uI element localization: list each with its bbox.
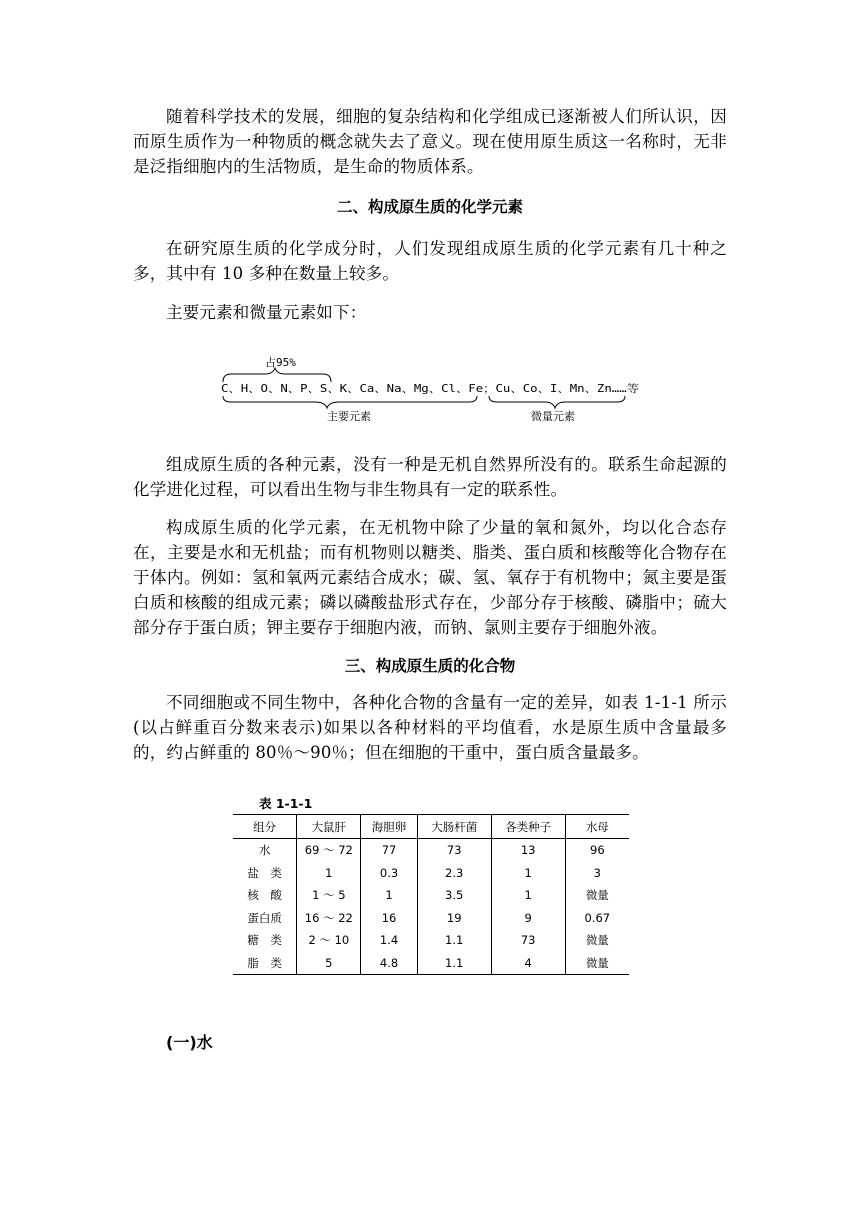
table-cell: 1.4 [361,929,417,952]
elements-intro-line: 主要元素和微量元素如下： [166,303,367,322]
table-row [233,839,629,862]
table-cell: 69 ～ 72 [297,839,361,862]
table-cell: 脂 类 [233,952,297,975]
table-cell: 盐 类 [247,865,282,880]
table-cell: 2 ～ 10 [297,929,361,952]
table-cell: 1.1 [417,952,491,975]
table-cell: 13 [491,839,565,862]
section-heading-compounds: 三、构成原生质的化合物 [344,657,516,675]
table-cell: 3 [565,862,629,885]
table-cell: 1 [361,884,417,907]
table-cell: 9 [491,907,565,930]
table-cell: 77 [361,839,417,862]
header-cell: 大鼠肝 [297,815,361,839]
top-brace [223,368,331,382]
table-row [233,929,629,952]
table-row [233,907,629,930]
table-cell: 1 ～ 5 [297,884,361,907]
element-forms-paragraph: 构成原生质的化学元素，在无机物中除了少量的氧和氮外，均以化合态存在，主要是水和无机盐；而有机物则以糖类、脂类、蛋白质和核酸等化合物存在于体内。例如：氢和氧两元素结合成水；碳、氢、氧存于有机物中；氮主要是蛋白质和核酸的组成元素；磷以磷酸盐形式存在，少部分存于核酸、磷脂中；硫大部分存于蛋白质；钾主要存于细胞内液，而钠、氯则主要存于细胞外液。 [133,518,727,637]
table-cell: 水 [258,843,271,858]
compounds-paragraph: 不同细胞或不同生物中，各种化合物的含量有一定的差异，如表 1-1-1 所示(以占鲜重百分数来表示)如果以各种材料的平均值看，水是原生质中含量最多的，约占鲜重的 80％～90％；但在细胞的干重中，蛋白质含量最多。 [133,693,727,762]
table-cell: 4 [491,952,565,975]
water-subheading: (一)水 [166,1033,213,1052]
header-cell: 大肠杆菌 [417,815,491,839]
header-cell: 组分 [233,815,297,839]
table-cell: 73 [491,929,565,952]
table-row [233,862,629,885]
table-cell: 19 [417,907,491,930]
table-header-row [233,815,629,839]
trace-brace [489,396,625,408]
table-cell: 1 [491,862,565,885]
table-cell: 3.5 [417,884,491,907]
table-cell: 2.3 [417,862,491,885]
composition-table [233,814,629,975]
table-cell: 5 [297,952,361,975]
inorganic-link-paragraph: 组成原生质的各种元素，没有一种是无机自然界所没有的。联系生命起源的化学进化过程，可以看出生物与非生物具有一定的联系性。 [133,455,727,499]
table-cell: 73 [417,839,491,862]
element-classification-diagram [215,352,645,424]
elements-line: C、H、O、N、P、S、K、Ca、Na、Mg、Cl、Fe；Cu、Co、I、Mn、Zn……等 [221,383,577,395]
table-cell: 核 酸 [247,888,282,903]
major-brace [223,396,477,408]
percent-label: 占95% [265,356,296,369]
section-heading-elements: 二、构成原生质的化学元素 [336,198,523,216]
table-cell: 微量 [565,952,629,975]
table-cell: 0.67 [565,907,629,930]
table-cell: 1 [491,884,565,907]
table-cell: 1 [297,862,361,885]
header-cell: 海胆卵 [361,815,417,839]
table-cell: 16 [361,907,417,930]
table-cell: 微量 [565,929,629,952]
table-row [233,884,629,907]
table-cell: 蛋白质 [247,910,282,925]
table-cell: 96 [565,839,629,862]
table-cell: 1.1 [417,929,491,952]
intro-paragraph: 随着科学技术的发展，细胞的复杂结构和化学组成已逐渐被人们所认识，因而原生质作为一种物质的概念就失去了意义。现在使用原生质这一名称时，无非是泛指细胞内的生活物质，是生命的物质体系。 [133,107,727,176]
header-cell: 水母 [565,815,629,839]
table-cell: 4.8 [361,952,417,975]
table-cell: 16 ～ 22 [297,907,361,930]
table-cell: 微量 [565,884,629,907]
table-caption: 表 1-1-1 [259,796,313,811]
major-elements-label: 主要元素 [327,410,371,423]
header-cell: 各类种子 [491,815,565,839]
trace-elements-label: 微量元素 [531,410,575,423]
table-row [233,952,629,975]
composition-table-block [233,794,629,975]
table-cell: 糖 类 [247,933,282,948]
table-cell: 0.3 [361,862,417,885]
elements-paragraph: 在研究原生质的化学成分时，人们发现组成原生质的化学元素有几十种之多，其中有 10 多种在数量上较多。 [133,239,727,283]
